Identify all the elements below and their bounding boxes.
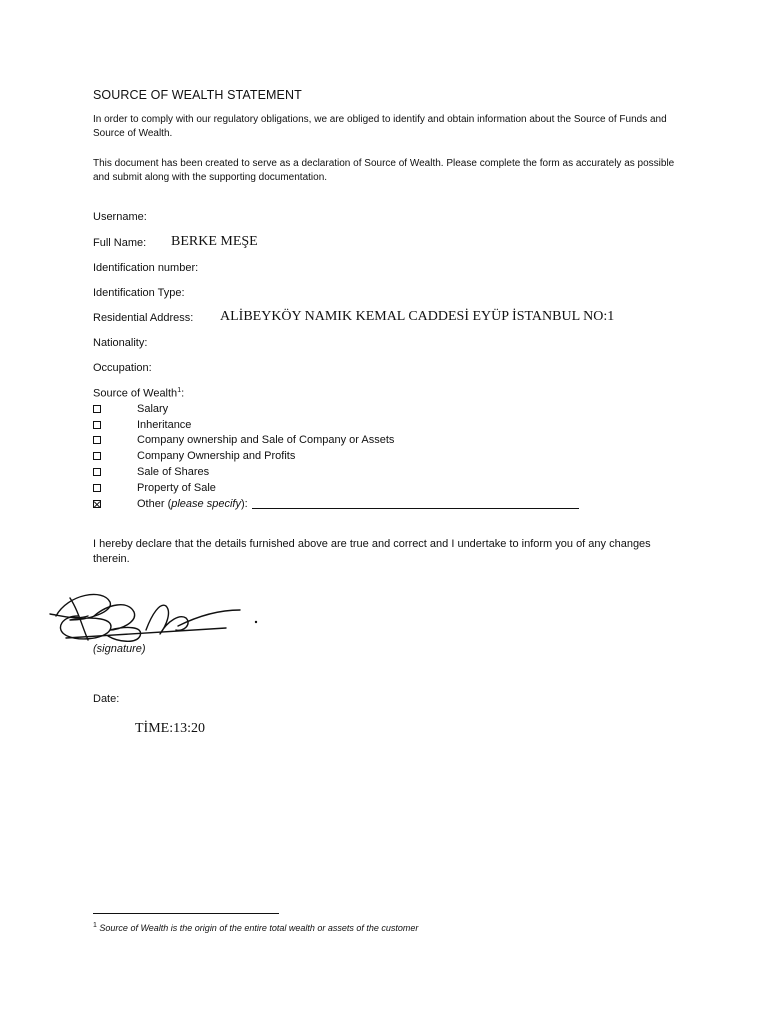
option-other[interactable] xyxy=(93,496,579,512)
document-title: SOURCE OF WEALTH STATEMENT xyxy=(93,88,302,102)
declaration-text: I hereby declare that the details furnished above are true and correct and I undertake to inform you of any changes therein. xyxy=(93,538,651,565)
footnote-divider xyxy=(93,913,279,914)
username-label: Username: xyxy=(93,211,147,223)
checkbox[interactable] xyxy=(93,452,101,460)
checkbox-checked[interactable] xyxy=(93,500,101,508)
idnumber-label: Identification number: xyxy=(93,262,199,274)
option-property-of-sale[interactable] xyxy=(93,480,216,496)
option-label: Salary xyxy=(137,403,169,415)
footnote: $^1$ Source of Wealth is the origin of the entire total wealth or assets of the customer xyxy=(93,922,419,933)
option-inheritance[interactable] xyxy=(93,417,191,433)
option-label: Company ownership and Sale of Company or Assets xyxy=(137,434,395,446)
handwritten-signature xyxy=(48,586,263,646)
address-label: Residential Address: xyxy=(93,312,194,324)
option-sale-of-shares[interactable] xyxy=(93,464,209,480)
checkbox[interactable] xyxy=(93,468,101,476)
checkbox[interactable] xyxy=(93,436,101,444)
signature-label: (signature) xyxy=(93,643,146,655)
option-label: Company Ownership and Profits xyxy=(137,450,296,462)
idtype-label: Identification Type: xyxy=(93,287,185,299)
option-label: Sale of Shares xyxy=(137,466,210,478)
option-salary[interactable] xyxy=(93,401,168,417)
option-label: Property of Sale xyxy=(137,482,216,494)
checkbox[interactable] xyxy=(93,405,101,413)
fullname-label: Full Name: xyxy=(93,237,147,249)
nationality-label: Nationality: xyxy=(93,337,148,349)
option-company-profits[interactable] xyxy=(93,448,295,464)
source-of-wealth-label: Source of Wealth$^1$: xyxy=(93,387,185,400)
fullname-value: BERKE MEŞE xyxy=(171,234,258,249)
checkbox[interactable] xyxy=(93,421,101,429)
address-value: ALİBEYKÖY NAMIK KEMAL CADDESİ EYÜP İSTANBUL NO:1 xyxy=(220,309,615,324)
date-label: Date: xyxy=(93,693,120,705)
intro-paragraph-1: In order to comply with our regulatory obligations, we are obliged to identify and obtain information about the Source of Funds and Source of Wealth. xyxy=(93,114,667,139)
option-label: Inheritance xyxy=(137,419,192,431)
option-company-sale[interactable] xyxy=(93,432,394,448)
time-value: TİME:13:20 xyxy=(135,721,205,736)
intro-paragraph-2: This document has been created to serve as a declaration of Source of Wealth. Please complete the form as accurately as possible and submit along with the supporting documentation. xyxy=(93,158,675,183)
checkbox[interactable] xyxy=(93,484,101,492)
occupation-label: Occupation: xyxy=(93,362,152,374)
option-other-label: Other (please specify): xyxy=(137,498,248,510)
other-specify-line[interactable] xyxy=(252,499,579,509)
